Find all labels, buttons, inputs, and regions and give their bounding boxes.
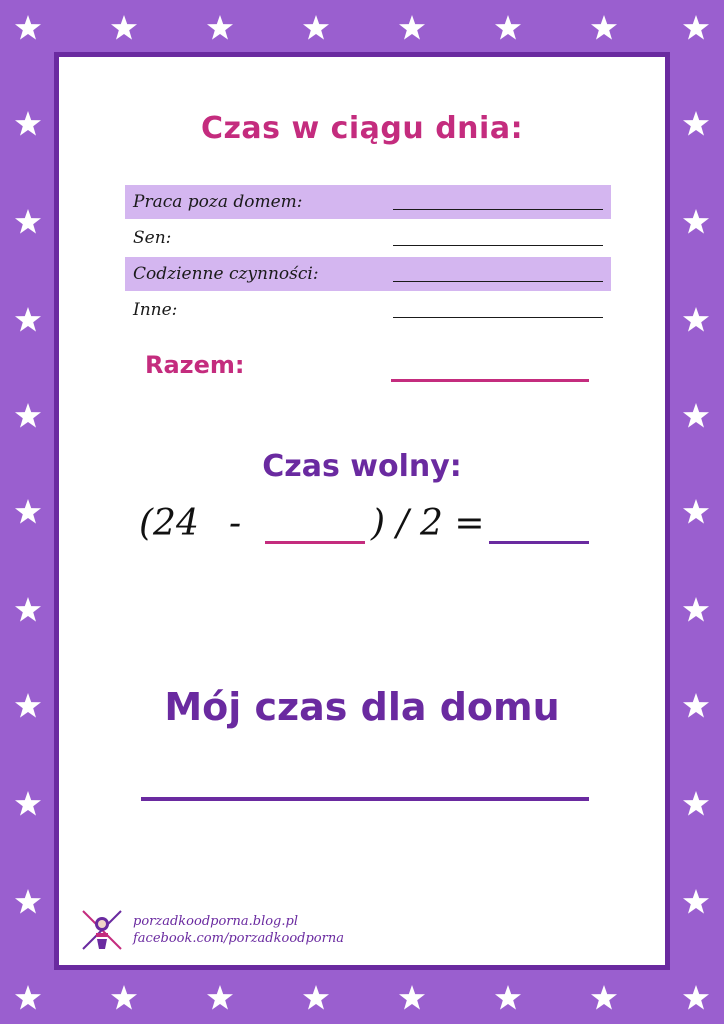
total-label: Razem: <box>145 351 245 379</box>
section-title-free-time: Czas wolny: <box>262 449 462 484</box>
star-icon <box>682 402 710 430</box>
section-title-my-home-time: Mój czas dla domu <box>164 685 560 729</box>
row-label: Inne: <box>133 300 178 320</box>
star-icon <box>110 984 138 1012</box>
star-icon <box>14 402 42 430</box>
worksheet-panel <box>54 52 670 970</box>
star-icon <box>14 208 42 236</box>
broom-mop-logo-icon <box>79 907 125 953</box>
star-icon <box>14 888 42 916</box>
star-icon <box>14 596 42 624</box>
equation-blank-subtract[interactable] <box>265 541 365 544</box>
equation-minus: - <box>229 503 242 544</box>
fill-blank[interactable] <box>393 245 603 246</box>
star-icon <box>682 306 710 334</box>
fill-blank[interactable] <box>393 317 603 318</box>
star-icon <box>682 14 710 42</box>
star-icon <box>494 14 522 42</box>
star-icon <box>682 110 710 138</box>
star-icon <box>14 110 42 138</box>
star-icon <box>302 984 330 1012</box>
fill-blank[interactable] <box>393 209 603 210</box>
row-label: Codzienne czynności: <box>133 264 319 284</box>
equation-divide: ) / 2 = <box>371 503 485 544</box>
star-icon <box>494 984 522 1012</box>
star-icon <box>206 14 234 42</box>
star-icon <box>110 14 138 42</box>
star-icon <box>682 498 710 526</box>
section-title-time-of-day: Czas w ciągu dnia: <box>200 111 524 146</box>
blog-link[interactable]: porzadkoodporna.blog.pl <box>133 914 298 929</box>
star-icon <box>398 984 426 1012</box>
star-icon <box>206 984 234 1012</box>
star-icon <box>14 984 42 1012</box>
row-label: Sen: <box>133 228 172 248</box>
star-icon <box>590 984 618 1012</box>
star-icon <box>14 306 42 334</box>
star-icon <box>682 888 710 916</box>
star-icon <box>590 14 618 42</box>
equation-blank-result[interactable] <box>489 541 589 544</box>
equation-open: (24 <box>139 503 199 544</box>
star-icon <box>14 14 42 42</box>
row-sleep <box>125 221 611 255</box>
fill-blank[interactable] <box>393 281 603 282</box>
star-icon <box>682 984 710 1012</box>
footer-links <box>133 913 344 947</box>
home-time-blank[interactable] <box>141 797 589 801</box>
facebook-link[interactable]: facebook.com/porzadkoodporna <box>133 931 344 946</box>
row-daily-tasks <box>125 257 611 291</box>
row-work <box>125 185 611 219</box>
free-time-equation <box>139 503 599 553</box>
footer <box>79 907 379 957</box>
star-icon <box>14 498 42 526</box>
star-icon <box>682 692 710 720</box>
star-icon <box>682 596 710 624</box>
star-icon <box>14 692 42 720</box>
star-icon <box>302 14 330 42</box>
star-icon <box>398 14 426 42</box>
total-blank[interactable] <box>391 379 589 382</box>
star-icon <box>14 790 42 818</box>
star-icon <box>682 208 710 236</box>
row-label: Praca poza domem: <box>133 192 303 212</box>
star-icon <box>682 790 710 818</box>
row-other <box>125 293 611 327</box>
